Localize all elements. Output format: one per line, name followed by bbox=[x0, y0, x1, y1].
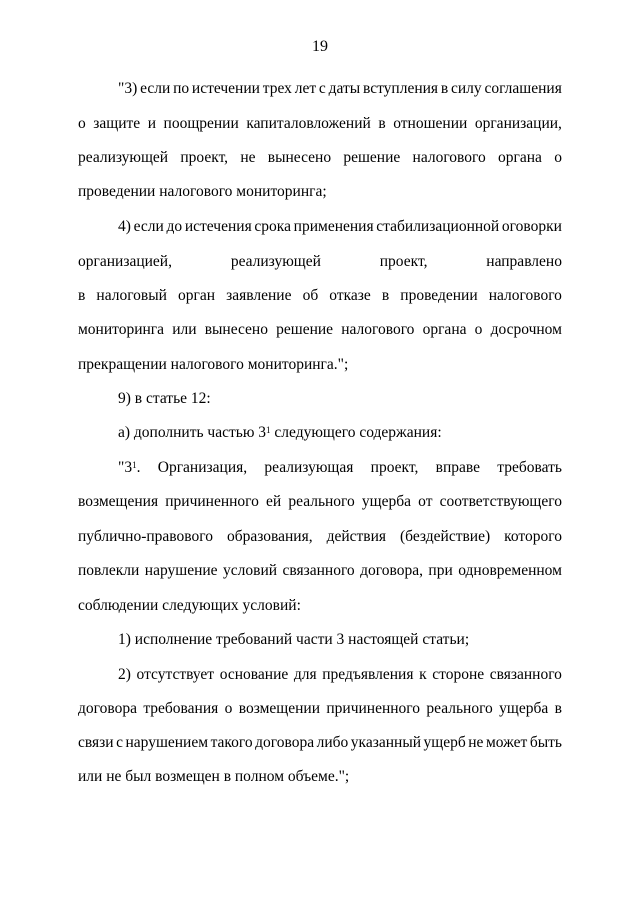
word: "3) bbox=[118, 80, 138, 97]
text-line bbox=[118, 459, 562, 477]
word: если bbox=[140, 80, 171, 97]
word: от bbox=[418, 493, 433, 510]
word: лет bbox=[294, 80, 317, 97]
word: реализующая bbox=[264, 459, 354, 476]
word: вынесено bbox=[204, 321, 268, 338]
word: связи bbox=[78, 734, 114, 751]
page-number: 19 bbox=[312, 38, 328, 55]
word: реального bbox=[288, 493, 355, 510]
word: связанного bbox=[489, 666, 562, 683]
word: в bbox=[381, 287, 390, 304]
word: направлено bbox=[486, 253, 562, 270]
word: и bbox=[147, 115, 156, 132]
word: в bbox=[78, 287, 86, 304]
word: 4) bbox=[118, 218, 131, 235]
text-segment: . bbox=[136, 459, 141, 476]
word: организацией, bbox=[78, 253, 172, 270]
word: поощрении bbox=[163, 115, 239, 132]
text-segment: следующего содержания: bbox=[270, 424, 442, 441]
word: (бездействие) bbox=[400, 528, 491, 545]
word: организации, bbox=[474, 115, 562, 132]
word: не bbox=[240, 149, 256, 166]
word: отношении bbox=[393, 115, 468, 132]
word: причиненного bbox=[326, 700, 421, 717]
word: применения bbox=[293, 218, 374, 235]
word: налогового bbox=[488, 287, 562, 304]
word: защите bbox=[93, 115, 141, 132]
text-line bbox=[118, 666, 562, 684]
word: соответствующего bbox=[439, 493, 562, 510]
word: реализующей bbox=[78, 149, 169, 166]
word: органа bbox=[498, 149, 542, 166]
text-line bbox=[78, 321, 562, 339]
word: ей bbox=[266, 493, 282, 510]
word: стабилизационной bbox=[376, 218, 500, 235]
word: трех bbox=[262, 80, 292, 97]
word: по bbox=[173, 80, 190, 97]
word: соглашения bbox=[484, 80, 562, 97]
text-line bbox=[78, 115, 562, 133]
text-line bbox=[118, 424, 562, 442]
word: к bbox=[419, 666, 427, 683]
word: в bbox=[554, 700, 562, 717]
text-line: прекращении налогового мониторинга."; bbox=[78, 356, 349, 373]
word: ущерба bbox=[499, 700, 549, 717]
text-line bbox=[78, 149, 562, 167]
word: о bbox=[224, 700, 233, 717]
word: договора bbox=[78, 700, 137, 717]
word: возмещении bbox=[238, 700, 320, 717]
word: предъявления bbox=[322, 666, 414, 683]
word: для bbox=[293, 666, 317, 683]
word: заявление bbox=[226, 287, 292, 304]
word: договора bbox=[255, 734, 315, 751]
text-segment: "3 bbox=[118, 459, 133, 476]
word: проект, bbox=[180, 149, 229, 166]
word: требовать bbox=[497, 459, 562, 476]
word: публично-правового bbox=[78, 528, 213, 545]
superscript: 1 bbox=[266, 425, 271, 435]
word: образования, bbox=[226, 528, 313, 545]
word: проведении bbox=[400, 287, 478, 304]
word: которого bbox=[504, 528, 562, 545]
text-line: или не был возмещен в полном объеме."; bbox=[78, 768, 350, 785]
word: с bbox=[116, 734, 123, 751]
text-line bbox=[78, 734, 562, 752]
text-line bbox=[118, 80, 562, 98]
word: если bbox=[133, 218, 164, 235]
text-line: 9) в статье 12: bbox=[118, 390, 211, 407]
word: истечения bbox=[184, 218, 252, 235]
word: нарушением bbox=[125, 734, 209, 751]
text-line bbox=[78, 287, 562, 305]
word: вправе bbox=[435, 459, 480, 476]
word: причиненного bbox=[165, 493, 259, 510]
word: вступления bbox=[362, 80, 439, 97]
word: либо bbox=[316, 734, 349, 751]
word: в bbox=[378, 115, 386, 132]
word: решение bbox=[276, 321, 334, 338]
text-segment: а) дополнить частью 3 bbox=[118, 424, 267, 441]
word: органа bbox=[422, 321, 467, 338]
word: связанного bbox=[282, 562, 355, 579]
word: Организация, bbox=[157, 459, 248, 476]
text-line bbox=[78, 700, 562, 718]
word: или bbox=[172, 321, 197, 338]
word: вынесено bbox=[267, 149, 332, 166]
word: не bbox=[468, 734, 484, 751]
word: стороне bbox=[432, 666, 485, 683]
word: мониторинга bbox=[78, 321, 165, 338]
text-line bbox=[78, 562, 562, 580]
word: возмещения bbox=[78, 493, 159, 510]
text-line bbox=[78, 493, 562, 511]
superscript: 1 bbox=[132, 460, 137, 470]
text-line bbox=[78, 528, 562, 546]
word: о bbox=[474, 321, 483, 338]
word: о bbox=[78, 115, 86, 132]
word: действия bbox=[326, 528, 387, 545]
word: налогового bbox=[341, 321, 415, 338]
text-line bbox=[118, 218, 562, 236]
word: орган bbox=[178, 287, 216, 304]
word: реального bbox=[426, 700, 493, 717]
word: оговорки bbox=[501, 218, 562, 235]
word: силу bbox=[451, 80, 482, 97]
word: указанный bbox=[350, 734, 422, 751]
word: решение bbox=[343, 149, 401, 166]
word: до bbox=[166, 218, 183, 235]
word: налогового bbox=[412, 149, 486, 166]
word: о bbox=[554, 149, 562, 166]
word: с bbox=[318, 80, 326, 97]
word: в bbox=[440, 80, 449, 97]
word: налоговый bbox=[96, 287, 167, 304]
word: требования bbox=[143, 700, 219, 717]
word: об bbox=[302, 287, 319, 304]
word: быть bbox=[529, 734, 562, 751]
word: договора, bbox=[360, 562, 423, 579]
text-line bbox=[78, 253, 562, 271]
word: отказе bbox=[329, 287, 371, 304]
word: нарушение bbox=[144, 562, 218, 579]
word: может bbox=[485, 734, 528, 751]
word: 2) bbox=[118, 666, 131, 683]
word: даты bbox=[328, 80, 361, 97]
text-line: соблюдении следующих условий: bbox=[78, 597, 301, 614]
word: истечении bbox=[191, 80, 260, 97]
word: ущерба bbox=[361, 493, 412, 510]
word: досрочном bbox=[490, 321, 562, 338]
word: проект, bbox=[370, 459, 419, 476]
word: повлекли bbox=[78, 562, 140, 579]
word: отсутствует bbox=[136, 666, 215, 683]
word bbox=[118, 459, 140, 477]
word: ущерб bbox=[423, 734, 466, 751]
text-line: проведении налогового мониторинга; bbox=[78, 183, 327, 200]
word: капиталовложений bbox=[246, 115, 371, 132]
word: при bbox=[428, 562, 453, 579]
word: реализующей bbox=[230, 253, 321, 270]
word: одновременном bbox=[458, 562, 562, 579]
word: основание bbox=[219, 666, 289, 683]
word: условий bbox=[223, 562, 278, 579]
word: такого bbox=[210, 734, 253, 751]
text-line: 1) исполнение требований части 3 настоящей статьи; bbox=[118, 631, 470, 648]
word: проект, bbox=[379, 253, 428, 270]
word: срока bbox=[254, 218, 291, 235]
